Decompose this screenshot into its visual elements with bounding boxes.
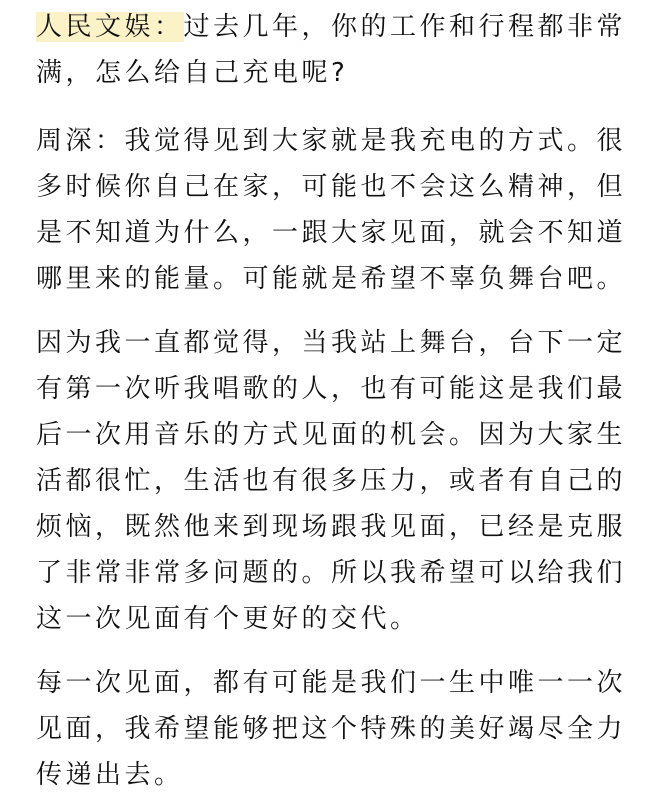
answer-paragraph-1: 周深：我觉得见到大家就是我充电的方式。很多时候你自己在家，可能也不会这么精神，但是不知道为什么，一跟大家见面，就会不知道哪里来的能量。可能就是希望不辜负舞台吧。: [36, 126, 627, 294]
answer-paragraph-2: 因为我一直都觉得，当我站上舞台，台下一定有第一次听我唱歌的人，也有可能这是我们最后一次用音乐的方式见面的机会。因为大家生活都很忙，生活也有很多压力，或者有自己的烦恼，既然他来到现场跟我见面，已经是克服了非常非常多问题的。所以我希望可以给我们这一次见面有个更好的交代。: [36, 328, 627, 634]
answer-paragraph-3: 每一次见面，都有可能是我们一生中唯一一次见面，我希望能够把这个特殊的美好竭尽全力传递出去。: [36, 668, 627, 790]
interviewer-label: 人民文娱：: [36, 12, 184, 42]
question-paragraph: [36, 4, 636, 96]
question-text: 过去几年，你的工作和行程都非常满，怎么给自己充电呢?: [36, 12, 627, 88]
